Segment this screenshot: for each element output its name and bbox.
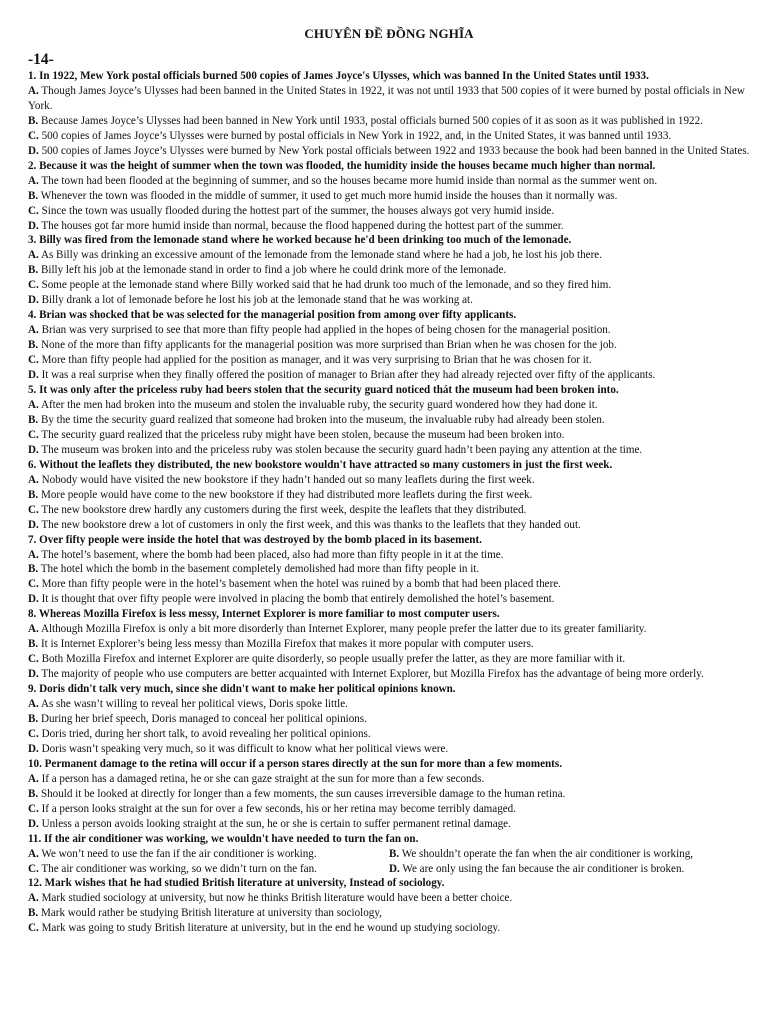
answer-option [389,847,750,862]
answer-option [28,219,750,234]
option-text: Billy left his job at the lemonade stand in order to find a job where he could drink more of the lemonade. [38,264,507,277]
option-key: C. [28,428,39,441]
question-block [28,383,750,458]
option-text: Some people at the lemonade stand where Billy worked said that he had drunk too much of the lemonade, and so they fired him. [38,279,612,292]
answer-option [28,787,750,802]
option-key: D. [28,668,39,681]
answer-option [28,443,750,458]
question-block [28,308,750,383]
option-key: A. [28,623,39,636]
option-text: 500 copies of James Joyce’s Ulysses were burned by New York postal officials between 1922 and 1933 because the book had been banned in the United States. [38,144,750,157]
option-text: The majority of people who use computers are better acquainted with Internet Explorer, but Mozilla Firefox has the advantage of being more orderly. [38,668,704,681]
option-key: B. [28,264,39,277]
answer-option [28,323,750,338]
option-key: A. [28,249,39,262]
option-key: B. [28,189,39,202]
answer-option [28,428,750,443]
answer-option [28,637,750,652]
option-text: None of the more than fifty applicants for the managerial position was more surprised than Brian when he was chosen for the job. [38,339,617,352]
option-text: Since the town was usually flooded during the hottest part of the summer, the houses always got very humid inside. [38,204,555,217]
option-key: A. [28,84,39,97]
question-stem: 12. Mark wishes that he had studied British literature at university, Instead of sociology. [28,877,445,890]
answer-option [28,862,389,877]
answer-option [28,204,750,219]
option-key: D. [28,742,39,755]
option-text: The houses got far more humid inside than normal, because the flood happened during the hottest part of the summer. [38,219,564,232]
option-row [28,847,750,862]
option-text: Unless a person avoids looking straight at the sun, he or she is certain to suffer permanent retinal damage. [38,817,511,830]
question-block [28,233,750,308]
answer-option [28,488,750,503]
option-text: We shouldn’t operate the fan when the air conditioner is working, [399,847,694,860]
answer-option [28,592,750,607]
option-text: The town had been flooded at the beginning of summer, and so the houses became more humid inside than normal as the summer went on. [38,174,658,187]
option-text: Though James Joyce’s Ulysses had been banned in the United States in 1922, it was not until 1933 that 500 copies of it were burned by postal officials in New York. [28,84,745,112]
option-key: D. [28,817,39,830]
question-stem: 6. Without the leaflets they distributed, the new bookstore wouldn't have attracted so many customers in just the first week. [28,458,613,471]
option-text: The museum was broken into and the priceless ruby was stolen because the security guard hadn’t been paying any attention at the time. [38,443,643,456]
option-key: D. [28,294,39,307]
option-text: Should it be looked at directly for longer than a few moments, the sun causes irreversible damage to the human retina. [38,787,566,800]
option-text: More than fifty people were in the hotel’s basement when the hotel was ruined by a bomb that had been placed there. [38,578,561,591]
option-text: Doris tried, during her short talk, to avoid revealing her political opinions. [38,727,371,740]
answer-option [28,548,750,563]
option-key: C. [28,653,39,666]
option-key: C. [28,802,39,815]
answer-option [28,84,750,114]
answer-option [28,174,750,189]
option-text: We won’t need to use the fan if the air conditioner is working. [38,847,317,860]
answer-option [28,473,750,488]
answer-option [28,921,750,936]
option-key: C. [28,503,39,516]
answer-option [28,503,750,518]
option-text: Doris wasn’t speaking very much, so it was difficult to know what her political views were. [38,742,449,755]
option-key: A. [28,473,39,486]
option-text: If a person looks straight at the sun for over a few seconds, his or her retina may become terribly damaged. [38,802,516,815]
option-text: If a person has a damaged retina, he or she can gaze straight at the sun for more than a few seconds. [38,772,485,785]
option-text: The hotel’s basement, where the bomb had been placed, also had more than fifty people in it at the time. [38,548,504,561]
option-key: C. [28,862,39,875]
option-key: A. [28,847,39,860]
option-text: The new bookstore drew hardly any customers during the first week, despite the leaflets that they distributed. [38,503,527,516]
answer-option [28,622,750,637]
option-text: As she wasn’t willing to reveal her political views, Doris spoke little. [38,698,348,711]
question-stem: 4. Brian was shocked that be was selected for the managerial position from among over fifty applicants. [28,309,517,322]
question-block [28,832,750,877]
option-text: Both Mozilla Firefox and internet Explorer are quite disorderly, so people usually prefer the latter, as they are more familiar with it. [38,653,626,666]
answer-option [28,817,750,832]
option-text: Mark was going to study British literature at university, but in the end he wound up studying sociology. [38,922,501,935]
option-row [28,862,750,877]
section-number: -14- [28,51,54,68]
option-key: C. [28,279,39,292]
question-block [28,533,750,608]
answer-option [28,293,750,308]
question-stem: 2. Because it was the height of summer when the town was flooded, the humidity inside the houses became much higher than normal. [28,159,656,172]
answer-option [28,353,750,368]
option-key: B. [389,847,400,860]
option-key: B. [28,413,39,426]
option-text: The security guard realized that the priceless ruby might have been stolen, because the museum had been broken into. [38,428,565,441]
option-key: D. [28,369,39,382]
answer-option [28,248,750,263]
option-key: D. [28,518,39,531]
option-text: Because James Joyce’s Ulysses had been banned in New York until 1933, postal officials burned 500 copies of it as soon as it was published in 1922. [38,114,703,127]
option-text: More people would have come to the new bookstore if they had distributed more leaflets during the first week. [38,488,533,501]
option-key: D. [28,144,39,157]
option-key: A. [28,698,39,711]
answer-option [28,652,750,667]
answer-option [28,413,750,428]
option-key: B. [28,638,39,651]
answer-option [28,802,750,817]
option-key: C. [28,354,39,367]
option-text: We are only using the fan because the air conditioner is broken. [399,862,685,875]
option-key: D. [28,443,39,456]
option-text: Mark studied sociology at university, but now he thinks British literature would have been a better choice. [38,892,513,905]
option-key: C. [28,129,39,142]
question-stem: 1. In 1922, Mew York postal officials burned 500 copies of James Joyce's Ulysses, which was banned In the United States until 1933. [28,70,649,82]
option-key: C. [28,727,39,740]
answer-option [28,338,750,353]
option-key: B. [28,563,39,576]
option-key: D. [28,593,39,606]
question-block [28,159,750,234]
option-key: C. [28,922,39,935]
option-key: A. [28,174,39,187]
option-text: Although Mozilla Firefox is only a bit more disorderly than Internet Explorer, many people prefer the latter due to its greater familiarity. [38,623,647,636]
option-key: B. [28,787,39,800]
option-text: It is thought that over fifty people were involved in placing the bomb that entirely demolished the hotel’s basement. [38,593,555,606]
question-stem: 7. Over fifty people were inside the hotel that was destroyed by the bomb placed in its basement. [28,533,482,546]
option-text: It was a real surprise when they finally offered the position of manager to Brian after they had already rejected over fifty of the applicants. [38,369,656,382]
option-key: A. [28,892,39,905]
question-stem: 5. It was only after the priceless ruby had beers stolen that the security guard noticed thát the museum had been broken into. [28,384,619,397]
option-text: Brian was very surprised to see that more than fifty people had applied in the hopes of being chosen for the managerial position. [38,324,611,337]
question-block [28,458,750,533]
answer-option [28,144,750,159]
option-key: D. [28,219,39,232]
option-text: During her brief speech, Doris managed to conceal her political opinions. [38,712,367,725]
answer-option [28,398,750,413]
option-text: It is Internet Explorer’s being less messy than Mozilla Firefox that makes it more popular with computer users. [38,638,534,651]
answer-option [28,278,750,293]
option-key: B. [28,488,39,501]
option-text: Whenever the town was flooded in the middle of summer, it used to get much more humid inside the houses than it normally was. [38,189,618,202]
question-stem: 9. Doris didn't talk very much, since she didn't want to make her political opinions known. [28,683,456,696]
option-text: As Billy was drinking an excessive amount of the lemonade from the lemonade stand where he had a job, he lost his job there. [38,249,602,262]
option-text: Mark would rather be studying British literature at university than sociology, [38,907,382,920]
answer-option [389,862,750,877]
answer-option [28,129,750,144]
answer-option [28,189,750,204]
option-key: B. [28,907,39,920]
question-stem: 10. Permanent damage to the retina will occur if a person stares directly at the sun for more than a few moments. [28,757,562,770]
question-stem: 3. Billy was fired from the lemonade stand where he worked because he'd been drinking too much of the lemonade. [28,234,572,247]
option-text: Billy drank a lot of lemonade before he lost his job at the lemonade stand that he was working at. [38,294,473,307]
question-stem: 11. If the air conditioner was working, we wouldn't have needed to turn the fan on. [28,832,419,845]
answer-option [28,697,750,712]
answer-option [28,772,750,787]
option-text: By the time the security guard realized that someone had broken into the museum, the invaluable ruby had already been stolen. [38,413,605,426]
option-text: Nobody would have visited the new bookstore if they hadn’t handed out so many leaflets during the first week. [38,473,535,486]
option-key: B. [28,712,39,725]
option-text: 500 copies of James Joyce’s Ulysses were burned by postal officials in New York in 1922, and, in the United States, it was banned until 1933. [38,129,672,142]
question-list [28,69,750,936]
answer-option [28,712,750,727]
answer-option [28,263,750,278]
answer-option [28,742,750,757]
answer-option [28,906,750,921]
question-block [28,682,750,757]
answer-option [28,577,750,592]
answer-option [28,368,750,383]
answer-option [28,891,750,906]
answer-option [28,667,750,682]
option-key: B. [28,114,39,127]
option-key: C. [28,578,39,591]
question-block [28,876,750,936]
question-block [28,757,750,832]
option-key: A. [28,772,39,785]
answer-option [28,562,750,577]
option-text: The new bookstore drew a lot of customers in only the first week, and this was thanks to the leaflets that they handed out. [38,518,581,531]
question-stem: 8. Whereas Mozilla Firefox is less messy, Internet Explorer is more familiar to most computer users. [28,608,500,621]
option-text: After the men had broken into the museum and stolen the invaluable ruby, the security guard wondered how they had done it. [38,398,598,411]
option-key: A. [28,548,39,561]
option-key: C. [28,204,39,217]
option-text: The hotel which the bomb in the basement completely demolished had more than fifty people in it. [38,563,480,576]
option-text: The air conditioner was working, so we didn’t turn on the fan. [38,862,317,875]
option-text: More than fifty people had applied for the position as manager, and it was very surprising to Brian that he was chosen for it. [38,354,592,367]
option-key: A. [28,324,39,337]
question-block [28,69,750,159]
option-key: D. [389,862,400,875]
option-key: A. [28,398,39,411]
page-title: CHUYÊN ĐỀ ĐỒNG NGHĨA [304,26,474,41]
question-block [28,607,750,682]
answer-option [28,518,750,533]
answer-option [28,727,750,742]
answer-option [28,847,389,862]
option-key: B. [28,339,39,352]
answer-option [28,114,750,129]
